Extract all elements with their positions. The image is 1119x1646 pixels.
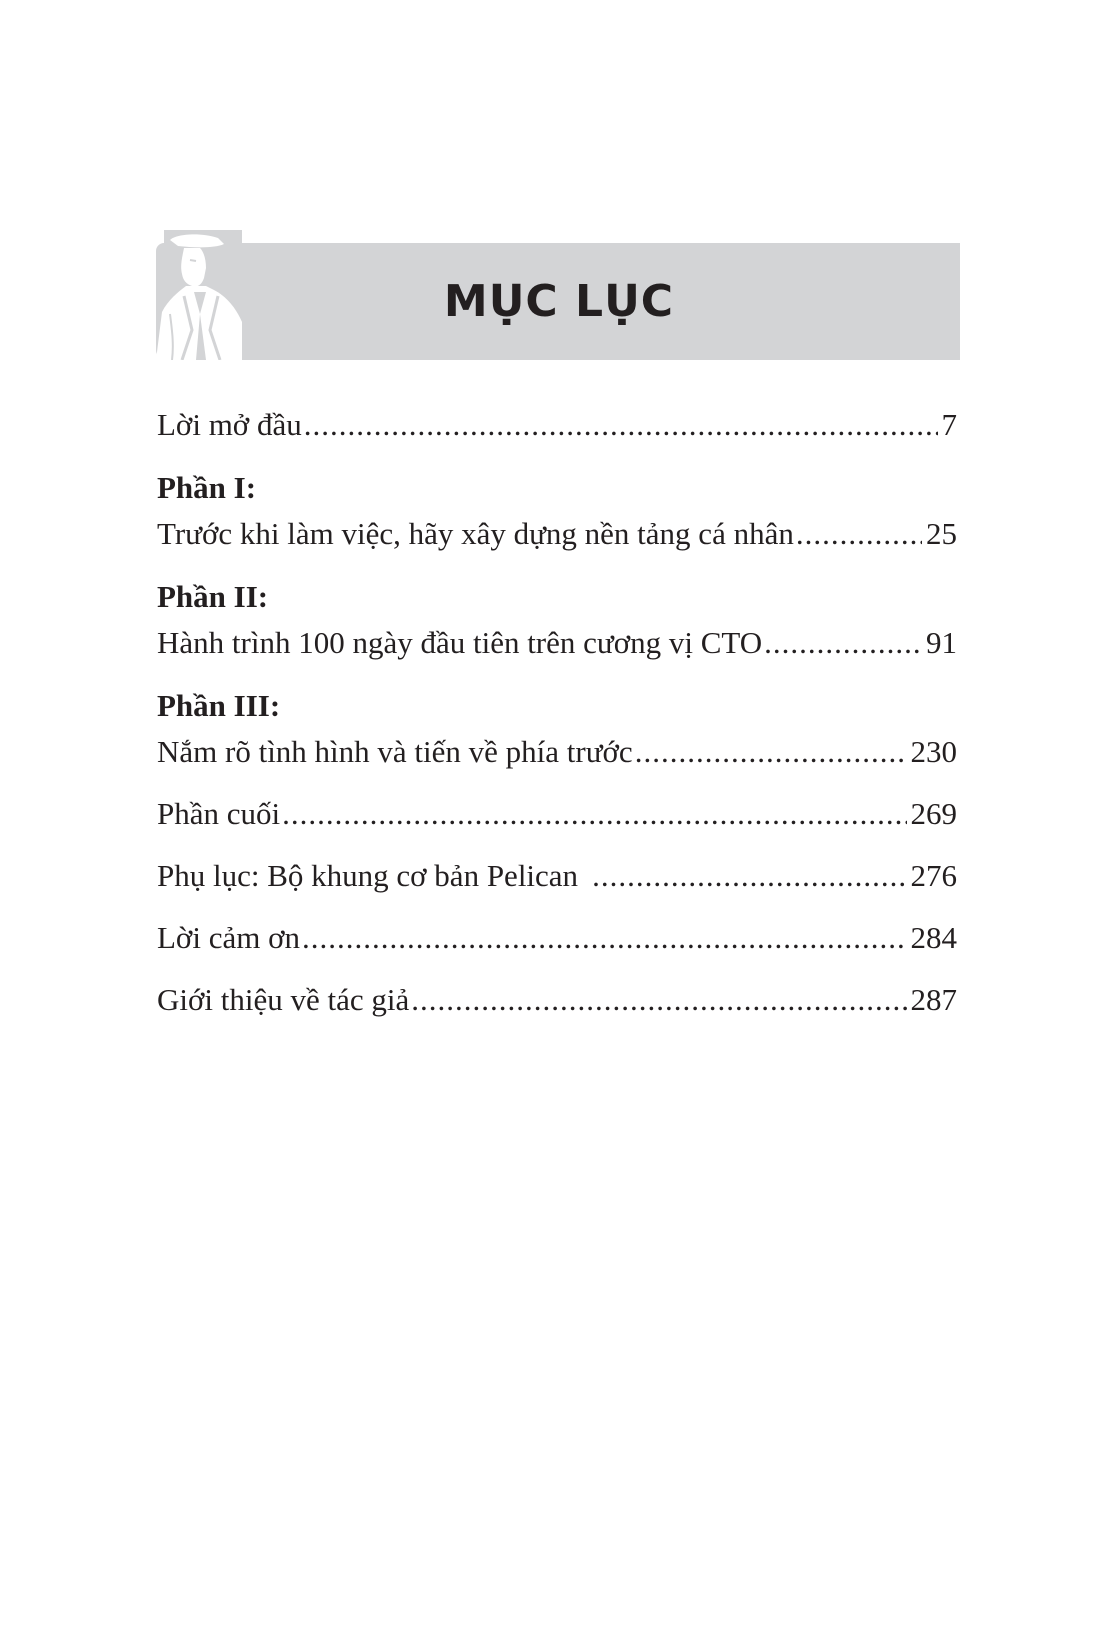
- toc-dot-leader: [282, 794, 906, 834]
- toc-dot-leader: [592, 856, 906, 896]
- toc-entry-page: 269: [910, 796, 957, 831]
- toc-dot-leader: [304, 405, 938, 445]
- toc-dot-leader: [302, 918, 907, 958]
- toc-entry[interactable]: [157, 732, 957, 772]
- toc-entry-page: 276: [910, 858, 957, 893]
- toc-dot-leader: [764, 623, 922, 663]
- toc-part-label: Phần I:: [157, 470, 257, 505]
- toc-entry-title: Nắm rõ tình hình và tiến về phía trước: [157, 734, 633, 769]
- toc-entry[interactable]: [157, 794, 957, 834]
- toc-entry[interactable]: [157, 405, 957, 445]
- toc-entry-title: Lời mở đầu: [157, 407, 302, 442]
- toc-entry-title: Trước khi làm việc, hãy xây dựng nền tảng cá nhân: [157, 516, 794, 551]
- toc-entry[interactable]: [157, 980, 957, 1020]
- toc-entry[interactable]: [157, 918, 957, 958]
- toc-part-label: Phần II:: [157, 579, 269, 614]
- toc-entry-title: Giới thiệu về tác giả: [157, 982, 410, 1017]
- toc-entry-title: Hành trình 100 ngày đầu tiên trên cương vị CTO: [157, 625, 763, 660]
- toc-entry-page: 287: [910, 982, 957, 1017]
- toc-dot-leader: [796, 514, 922, 554]
- toc-entry[interactable]: [157, 856, 957, 896]
- toc-dot-leader: [635, 732, 907, 772]
- toc-part-label: Phần III:: [157, 688, 281, 723]
- toc-entry[interactable]: [157, 623, 957, 663]
- toc-entry-title: Lời cảm ơn: [157, 920, 300, 955]
- table-of-contents: [157, 405, 957, 1020]
- page-title: MỤC LỤC: [443, 276, 675, 327]
- toc-entry[interactable]: [157, 514, 957, 554]
- toc-entry-page: 284: [910, 920, 957, 955]
- toc-dot-leader: [411, 980, 906, 1020]
- toc-entry-page: 7: [941, 407, 957, 442]
- toc-entry-page: 91: [926, 625, 957, 660]
- toc-entry-title: Phụ lục: Bộ khung cơ bản Pelican: [157, 858, 579, 893]
- toc-entry-page: 230: [910, 734, 957, 769]
- toc-entry-page: 25: [926, 516, 957, 551]
- toc-entry-title: Phần cuối: [157, 796, 281, 831]
